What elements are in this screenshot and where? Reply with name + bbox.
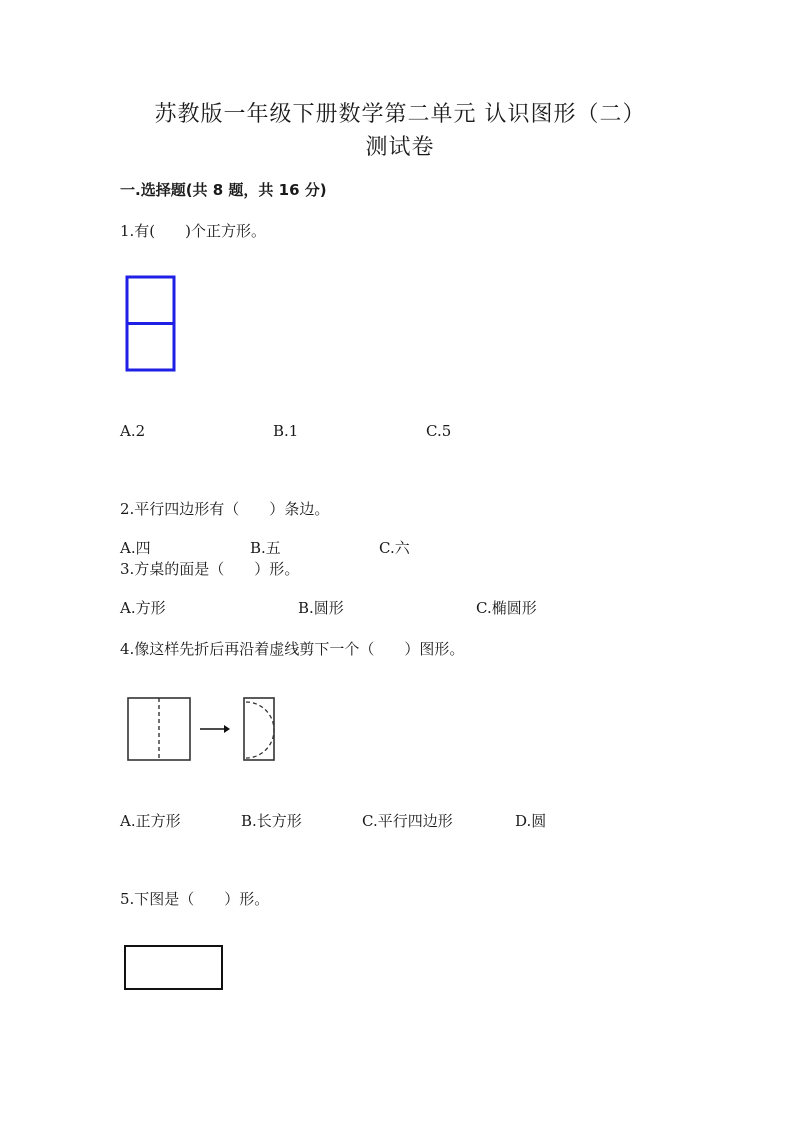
question-5-figure xyxy=(123,944,225,992)
question-2-option-a[interactable]: A.四 xyxy=(120,539,151,557)
question-4-figure xyxy=(124,694,284,766)
page-title: 苏教版一年级下册数学第二单元 认识图形（二） xyxy=(154,102,646,127)
question-3-option-c[interactable]: C.椭圆形 xyxy=(476,599,537,617)
half-circle-cut-line xyxy=(246,702,274,758)
question-1-option-c[interactable]: C.5 xyxy=(426,422,452,440)
question-3-option-b[interactable]: B.圆形 xyxy=(298,599,344,617)
question-2-option-c[interactable]: C.六 xyxy=(379,539,410,557)
question-4-text: 4.像这样先折后再沿着虚线剪下一个（ ）图形。 xyxy=(120,640,465,658)
rectangle-shape xyxy=(125,946,222,989)
question-1-text: 1.有( )个正方形。 xyxy=(120,222,267,240)
question-1-figure xyxy=(124,274,180,374)
arrow-head-icon xyxy=(224,725,230,733)
question-2-option-b[interactable]: B.五 xyxy=(250,539,281,557)
question-4-option-b[interactable]: B.长方形 xyxy=(241,812,302,830)
question-3-text: 3.方桌的面是（ ）形。 xyxy=(120,560,300,578)
question-2-text: 2.平行四边形有（ ）条边。 xyxy=(120,500,330,518)
question-4-option-a[interactable]: A.正方形 xyxy=(120,812,181,830)
question-1-option-a[interactable]: A.2 xyxy=(120,422,146,440)
section-heading: 一.选择题(共 8 题，共 16 分) xyxy=(120,181,327,199)
question-4-option-c[interactable]: C.平行四边形 xyxy=(362,812,453,830)
folded-paper xyxy=(244,698,274,760)
question-5-text: 5.下图是（ ）形。 xyxy=(120,890,270,908)
page-title-line2: 测试卷 xyxy=(365,135,435,160)
question-1-option-b[interactable]: B.1 xyxy=(273,422,299,440)
question-3-option-a[interactable]: A.方形 xyxy=(120,599,166,617)
question-4-option-d[interactable]: D.圆 xyxy=(515,812,547,830)
